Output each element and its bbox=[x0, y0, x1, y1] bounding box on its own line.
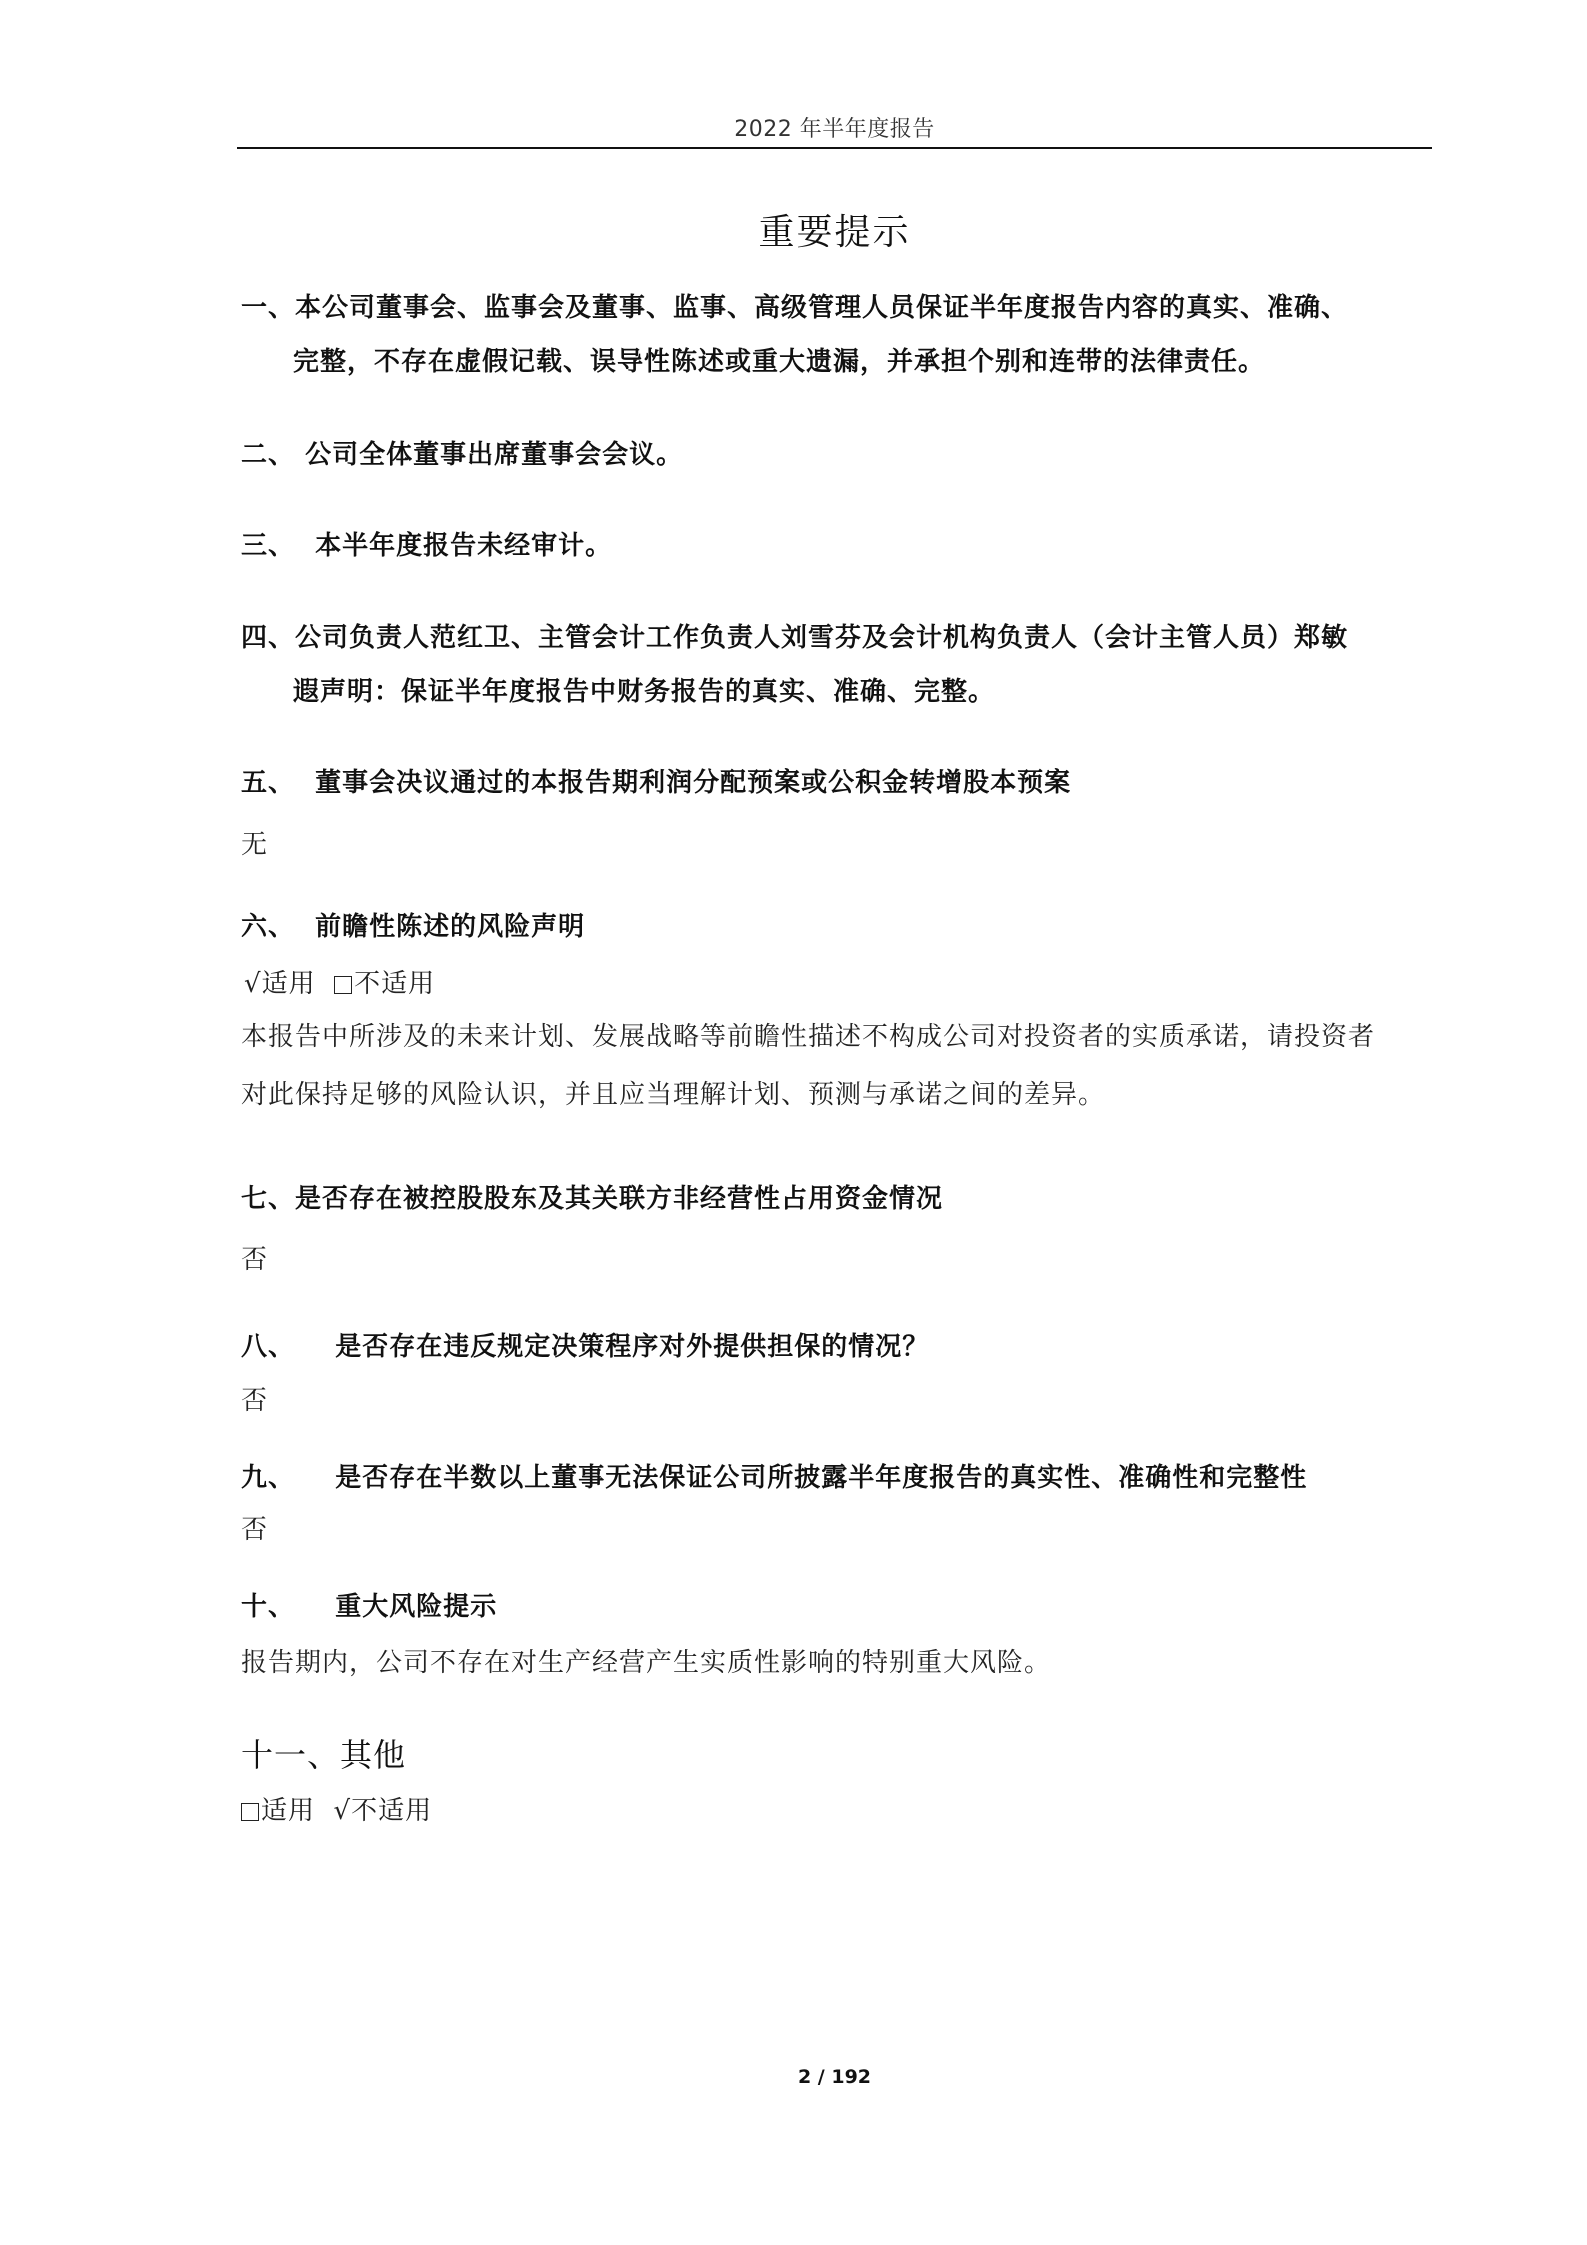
notice-item-1 bbox=[241, 281, 1441, 389]
item-text-line2: 遐声明：保证半年度报告中财务报告的真实、准确、完整。 bbox=[293, 677, 996, 707]
item-text-line2: 完整，不存在虚假记载、误导性陈述或重大遗漏，并承担个别和连带的法律责任。 bbox=[293, 347, 1266, 377]
page-title: 重要提示 bbox=[758, 212, 911, 253]
check-mark-icon: √ bbox=[244, 969, 262, 999]
item-number: 九、 bbox=[241, 1463, 296, 1493]
notice-item-8 bbox=[241, 1320, 1441, 1374]
item-text: 是否存在违反规定决策程序对外提供担保的情况？ bbox=[335, 1332, 930, 1362]
notice-item-9 bbox=[241, 1451, 1441, 1505]
item-text: 是否存在半数以上董事无法保证公司所披露半年度报告的真实性、准确性和完整性 bbox=[335, 1463, 1308, 1493]
item-8-answer: 否 bbox=[241, 1386, 269, 1416]
item-text: 重大风险提示 bbox=[335, 1592, 498, 1622]
item-number: 三、 bbox=[241, 531, 296, 561]
item-6-paragraph-line1: 本报告中所涉及的未来计划、发展战略等前瞻性描述不构成公司对投资者的实质承诺，请投资者 bbox=[241, 1022, 1376, 1052]
item-number: 八、 bbox=[241, 1332, 296, 1362]
applicable-label: 适用 bbox=[261, 1796, 316, 1826]
item-text: 公司全体董事出席董事会会议。 bbox=[305, 440, 684, 470]
item-6-applicability bbox=[244, 957, 435, 1011]
item-number: 一、 bbox=[241, 293, 296, 323]
item-text-line1: 公司负责人范红卫、主管会计工作负责人刘雪芬及会计机构负责人（会计主管人员）郑敏 bbox=[295, 623, 1349, 653]
item-6-paragraph-line2: 对此保持足够的风险认识，并且应当理解计划、预测与承诺之间的差异。 bbox=[241, 1080, 1106, 1110]
item-7-answer: 否 bbox=[241, 1245, 269, 1275]
item-number: 六、 bbox=[241, 912, 296, 942]
notice-item-2 bbox=[241, 428, 1441, 482]
item-text: 本半年度报告未经审计。 bbox=[315, 531, 613, 561]
notice-item-6 bbox=[241, 900, 1441, 954]
item-number: 四、 bbox=[241, 623, 296, 653]
item-11-applicability bbox=[241, 1784, 432, 1838]
item-number: 二、 bbox=[241, 440, 296, 470]
item-10-answer: 报告期内，公司不存在对生产经营产生实质性影响的特别重大风险。 bbox=[241, 1648, 1052, 1678]
applicable-label: 适用 bbox=[261, 969, 316, 999]
item-text: 是否存在被控股股东及其关联方非经营性占用资金情况 bbox=[295, 1184, 944, 1214]
page-number: 2 / 192 bbox=[797, 2066, 872, 2088]
notice-item-5 bbox=[241, 756, 1441, 810]
item-text: 前瞻性陈述的风险声明 bbox=[315, 912, 586, 942]
item-text-line1: 本公司董事会、监事会及董事、监事、高级管理人员保证半年度报告内容的真实、准确、 bbox=[295, 293, 1349, 323]
item-number: 五、 bbox=[241, 768, 296, 798]
notice-item-4 bbox=[241, 611, 1441, 719]
item-11-heading: 十一、其他 bbox=[241, 1736, 407, 1774]
notice-item-3 bbox=[241, 519, 1441, 573]
item-number: 十、 bbox=[241, 1592, 296, 1622]
not-applicable-label: 不适用 bbox=[351, 1796, 433, 1826]
empty-checkbox-icon bbox=[334, 976, 352, 994]
empty-checkbox-icon bbox=[241, 1803, 259, 1821]
item-9-answer: 否 bbox=[241, 1515, 269, 1545]
not-applicable-label: 不适用 bbox=[354, 969, 436, 999]
item-number: 七、 bbox=[241, 1184, 296, 1214]
check-mark-icon: √ bbox=[333, 1796, 352, 1826]
notice-item-10 bbox=[241, 1580, 1441, 1634]
notice-item-7 bbox=[241, 1172, 1441, 1226]
running-header: 2022 年半年度报告 bbox=[734, 117, 935, 142]
header-divider bbox=[237, 147, 1432, 149]
item-5-answer: 无 bbox=[241, 830, 269, 860]
item-text: 董事会决议通过的本报告期利润分配预案或公积金转增股本预案 bbox=[315, 768, 1072, 798]
